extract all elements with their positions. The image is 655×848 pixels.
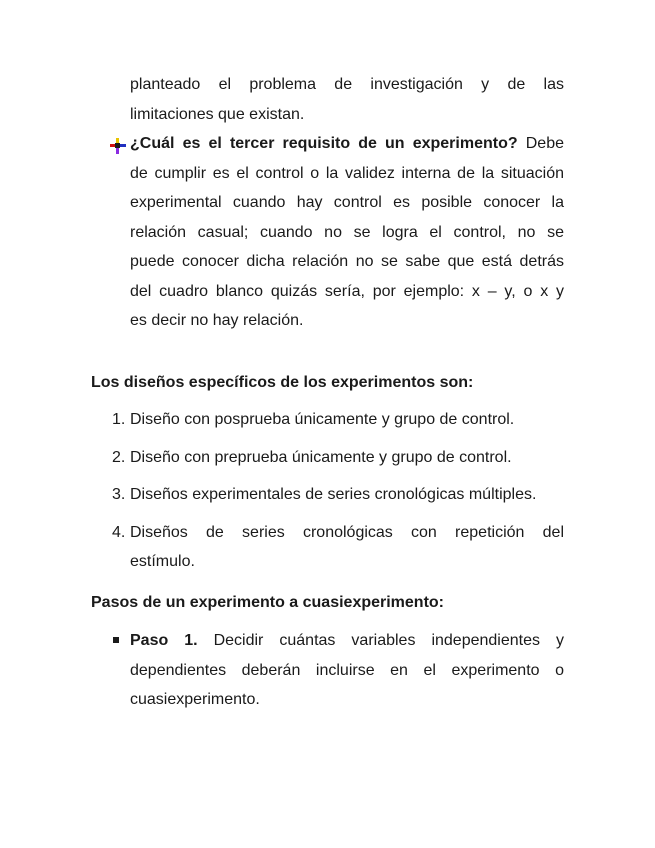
text-line: Diseño con posprueba únicamente y grupo de control. [130, 411, 515, 428]
text-line: Diseños de series cronológicas con repetición del [130, 523, 564, 541]
list-item [91, 518, 564, 577]
list-number: 1. [112, 411, 126, 428]
square-bullet-icon [113, 637, 119, 643]
list-number: 2. [112, 448, 126, 466]
text-line: relación casual; cuando no se logra el control, no se [130, 223, 564, 241]
question-paragraph [130, 129, 564, 336]
question-first-line [130, 129, 564, 159]
text-line: experimental cuando hay control es posible conocer la [130, 194, 564, 211]
designs-list [91, 405, 564, 577]
text-line: cuasiexperimento. [130, 691, 260, 708]
text-line: del cuadro blanco quizás sería, por ejemplo: x – y, o x y [130, 282, 564, 300]
text-line: es decir no hay relación. [130, 312, 304, 329]
question-first-tail: Debe [525, 135, 564, 152]
designs-heading: Los diseños específicos de los experimentos son: [91, 374, 474, 391]
text-line: de cumplir es el control o la validez interna de la situación [130, 164, 564, 182]
list-item [91, 480, 564, 510]
step-text [91, 626, 564, 715]
step-item [91, 626, 564, 715]
text-line: planteado el problema de investigación y de las [130, 76, 564, 93]
step-label: Paso 1. [130, 632, 198, 649]
text-line: puede conocer dicha relación no se sabe que está detrás [130, 253, 564, 270]
list-number: 3. [112, 486, 126, 503]
text-line: estímulo. [130, 553, 195, 570]
list-item [91, 443, 564, 473]
continuation-paragraph [130, 70, 564, 129]
colored-bullet-icon [110, 138, 126, 154]
text-line: dependientes deberán incluirse en el experimento o [130, 661, 564, 679]
list-number: 4. [112, 523, 126, 541]
text-line: Diseño con preprueba únicamente y grupo de control. [130, 448, 512, 466]
text-line: Diseños experimentales de series cronológicas múltiples. [130, 486, 537, 503]
text-line: limitaciones que existan. [130, 105, 305, 123]
steps-heading: Pasos de un experimento a cuasiexperimento: [91, 594, 445, 611]
step-first-line [130, 626, 564, 656]
step-first-tail: Decidir cuántas variables independientes y [213, 632, 564, 649]
question-bold: ¿Cuál es el tercer requisito de un experimento? [130, 135, 518, 152]
list-item [91, 405, 564, 435]
